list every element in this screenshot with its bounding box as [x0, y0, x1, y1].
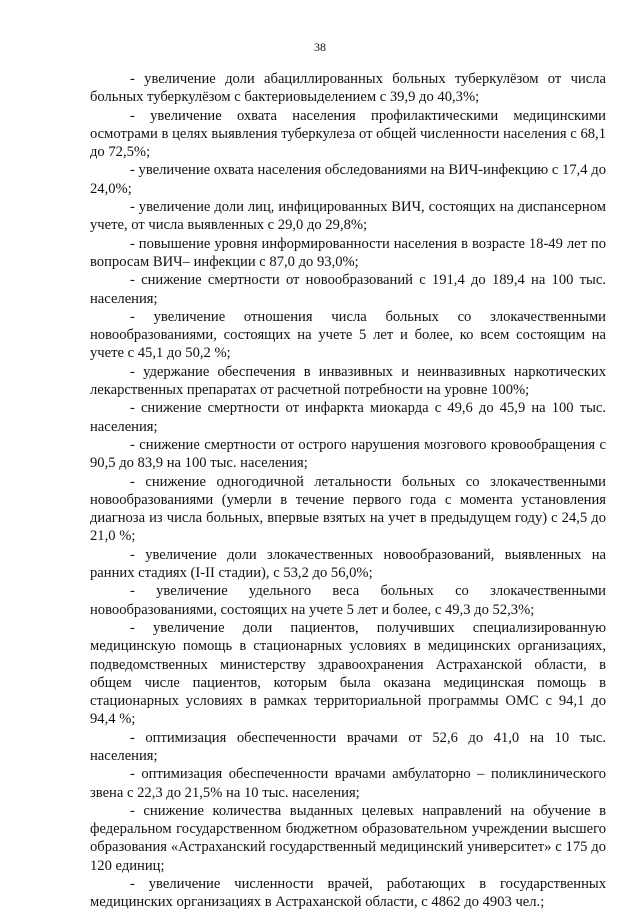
paragraph: - оптимизация обеспеченности врачами амбулаторно – поликлинического звена с 22,3 до 21,5% на 10 тыс. населения;: [90, 766, 606, 801]
paragraph: - увеличение численности врачей, работающих в государственных медицинских организациях в Астраханской области, с 4862 до 4903 чел.;: [90, 876, 606, 911]
paragraph: - увеличение охвата населения профилактическими медицинскими осмотрами в целях выявления туберкулеза от общей численности населения с 68,1 до 72,5%;: [90, 107, 606, 161]
paragraph: - снижение смертности от новообразований с 191,4 до 189,4 на 100 тыс. населения;: [90, 272, 606, 307]
paragraph: - увеличение доли злокачественных новообразований, выявленных на ранних стадиях (I-II стадии), с 53,2 до 56,0%;: [90, 546, 606, 582]
page-number: 38: [314, 40, 326, 54]
paragraph: - увеличение отношения числа больных со злокачественными новообразованиями, состоящих на учете 5 лет и более, ко всем состоящим на учете с 45,1 до 50,2 %;: [90, 308, 606, 362]
paragraph: - увеличение охвата населения обследованиями на ВИЧ-инфекцию с 17,4 до 24,0%;: [90, 162, 606, 197]
paragraph: - удержание обеспечения в инвазивных и неинвазивных наркотических лекарственных препаратах от расчетной потребности на уровне 100%;: [90, 363, 606, 399]
paragraph: - снижение одногодичной летальности больных со злокачественными новообразованиями (умерли в течение первого года с момента установления диагноза из числа больных, впервые взятых на учет в предыдущем году) с 24,5 до 21,0 %;: [90, 473, 606, 545]
paragraph: - снижение количества выданных целевых направлений на обучение в федеральном государственном бюджетном образовательном учреждении высшего образования «Астраханский государственный медицинский университет» с 175 до 120 единиц;: [90, 802, 606, 874]
paragraph: - увеличение удельного веса больных со злокачественными новообразованиями, состоящих на учете 5 лет и более, с 49,3 до 52,3%;: [90, 583, 606, 618]
paragraph: - снижение смертности от острого нарушения мозгового кровообращения с 90,5 до 83,9 на 100 тыс. населения;: [90, 436, 606, 472]
paragraph: - увеличение доли абациллированных больных туберкулёзом от числа больных туберкулёзом с бактериовыделением с 39,9 до 40,3%;: [90, 71, 606, 106]
paragraph: - оптимизация обеспеченности врачами от 52,6 до 41,0 на 10 тыс. населения;: [90, 729, 606, 764]
paragraph: - снижение смертности от инфаркта миокарда с 49,6 до 45,9 на 100 тыс. населения;: [90, 400, 606, 435]
body-text: [90, 70, 606, 912]
paragraph: - повышение уровня информированности населения в возрасте 18-49 лет по вопросам ВИЧ– инфекции с 87,0 до 93,0%;: [90, 235, 606, 270]
paragraph: - увеличение доли пациентов, получивших специализированную медицинскую помощь в стационарных условиях в медицинских организациях, подведомственных министерству здравоохранения Астраханской области, в общем числе пациентов, которым была оказана медицинская помощь в стационарных условиях в рамках территориальной программы ОМС с 94,1 до 94,4 %;: [90, 619, 606, 728]
paragraph: - увеличение доли лиц, инфицированных ВИЧ, состоящих на диспансерном учете, от числа выявленных с 29,0 до 29,8%;: [90, 199, 606, 234]
